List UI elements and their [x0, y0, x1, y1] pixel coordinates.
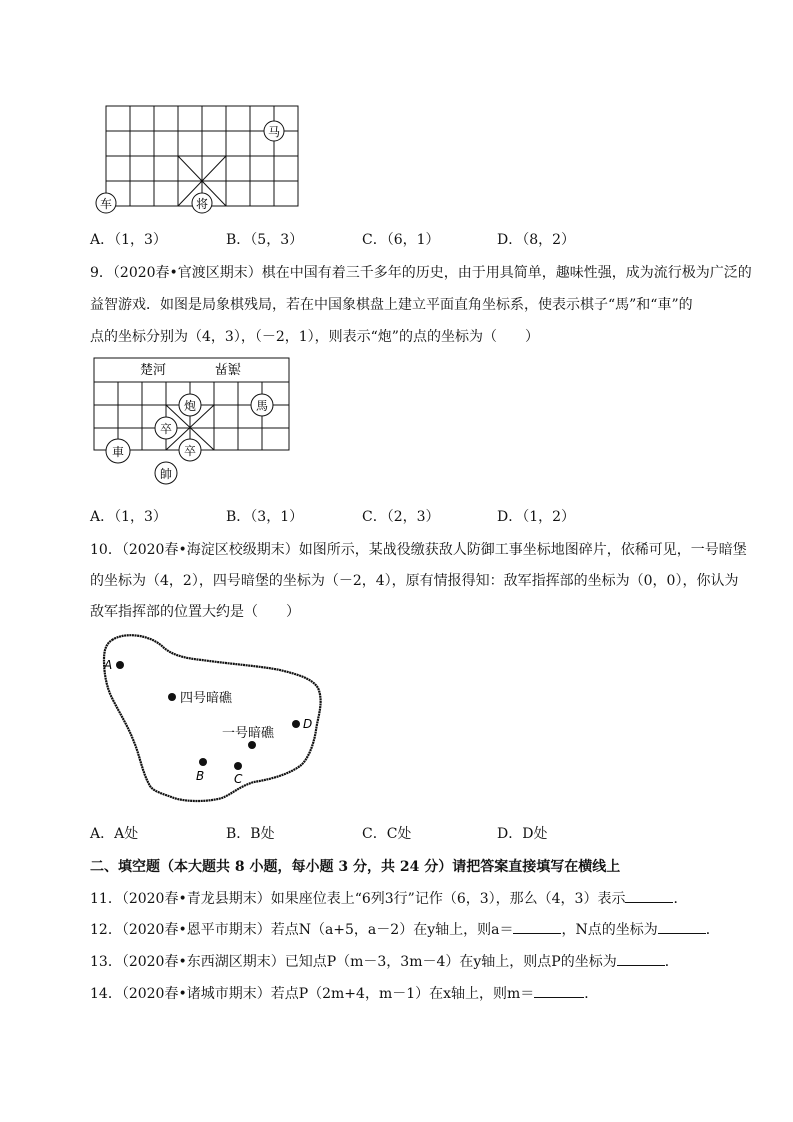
q12-end: ． — [705, 922, 720, 938]
svg-text:車: 車 — [111, 445, 125, 459]
svg-text:卒: 卒 — [183, 444, 197, 458]
piece-shuai — [155, 462, 177, 484]
piece-zu-2 — [179, 439, 201, 461]
q10-map-fragment-figure — [90, 632, 330, 807]
q10-line-2: 的坐标为（4，2），四号暗堡的坐标为（－2，4），原有情报得知：敌军指挥部的坐标为（0，0），你认为 — [90, 573, 739, 589]
q10-line-1: 10．（2020春•海淀区校级期末）如图所示，某战役缴获敌人防御工事坐标地图碎片，依稀可见，一号暗堡 — [90, 542, 747, 558]
q10-line-3: 敌军指挥部的位置大约是（ ） — [90, 604, 300, 620]
svg-text:炮: 炮 — [183, 399, 197, 413]
q9-line-3: 点的坐标分别为（4，3），（－2，1），则表示“炮”的点的坐标为（ ） — [90, 329, 539, 345]
q8-option-d: D．（8，2） — [497, 232, 576, 248]
q8-option-c: C．（6，1） — [362, 232, 440, 248]
map-point-a-label: A — [104, 658, 113, 672]
q10-option-d: D．D处 — [497, 826, 548, 842]
svg-text:马: 马 — [267, 125, 281, 139]
piece-pao — [179, 394, 201, 416]
q9-option-a: A．（1，3） — [90, 509, 167, 525]
svg-text:卒: 卒 — [159, 422, 173, 436]
q9-chess-board-figure — [92, 355, 292, 490]
q11 — [90, 888, 687, 908]
q8-chess-board-figure — [90, 100, 305, 215]
map-label-four: 四号暗礁 — [180, 691, 233, 706]
svg-text:车: 车 — [99, 197, 113, 211]
svg-text:帥: 帥 — [159, 467, 173, 481]
q10-option-b: B．B处 — [226, 826, 275, 842]
q11-text: 11．（2020春•青龙县期末）如果座位表上“6列3行”记作（6，3），那么（4，3）表示 — [90, 891, 626, 907]
q12-text: 12．（2020春•恩平市期末）若点N（a+5，a－2）在y轴上，则a＝ — [90, 922, 514, 938]
q14-text: 14．（2020春•诸城市期末）若点P（2m+4，m－1）在x轴上，则m＝ — [90, 986, 535, 1002]
q8-option-b: B．（5，3） — [226, 232, 304, 248]
piece-che — [96, 193, 116, 213]
q10-option-a: A．A处 — [90, 826, 139, 842]
board-hanjie: 漢界 — [214, 360, 242, 375]
q9-option-c: C．（2，3） — [362, 509, 440, 525]
map-point-b-label: B — [196, 769, 205, 783]
map-point-d-label: D — [303, 717, 313, 731]
q13-text: 13．（2020春•东西湖区期末）已知点P（m－3，3m－4）在y轴上，则点P的坐标为 — [90, 954, 617, 970]
q12-mid: ，N点的坐标为 — [561, 922, 658, 938]
q12 — [90, 919, 720, 939]
q10-option-c: C．C处 — [362, 826, 412, 842]
q9-option-d: D．（1，2） — [497, 509, 576, 525]
section-2-heading: 二、填空题（本大题共 8 小题，每小题 3 分，共 24 分）请把答案直接填写在横线上 — [90, 859, 621, 875]
q11-end: ． — [673, 891, 688, 907]
svg-text:将: 将 — [195, 197, 209, 211]
q14-answer-blank[interactable] — [534, 985, 584, 998]
piece-ju — [106, 439, 130, 463]
q11-answer-blank[interactable] — [625, 890, 673, 903]
map-label-one: 一号暗礁 — [222, 726, 275, 741]
svg-text:馬: 馬 — [255, 399, 269, 413]
piece-jiang — [192, 193, 212, 213]
q13-answer-blank[interactable] — [617, 953, 665, 966]
q9-line-1: 9．（2020春•官渡区期末）棋在中国有着三千多年的历史，由于用具简单，趣味性强，成为流行极为广泛的 — [90, 265, 752, 281]
q8-option-a: A．（1，3） — [90, 232, 167, 248]
q9-option-b: B．（3，1） — [226, 509, 304, 525]
q12-answer-blank-1[interactable] — [513, 921, 561, 934]
piece-ma — [251, 394, 273, 416]
q14 — [90, 983, 598, 1003]
q9-line-2: 益智游戏．如图是局象棋残局，若在中国象棋盘上建立平面直角坐标系，使表示棋子“馬”和“車”的 — [90, 297, 693, 313]
q13 — [90, 951, 679, 971]
q12-answer-blank-2[interactable] — [658, 921, 706, 934]
piece-zu-1 — [155, 417, 177, 439]
board-chuhe: 楚河 — [140, 363, 167, 378]
q14-end: ． — [584, 986, 599, 1002]
q13-end: ． — [664, 954, 679, 970]
map-point-c-label: C — [234, 772, 243, 786]
piece-ma — [264, 121, 284, 141]
